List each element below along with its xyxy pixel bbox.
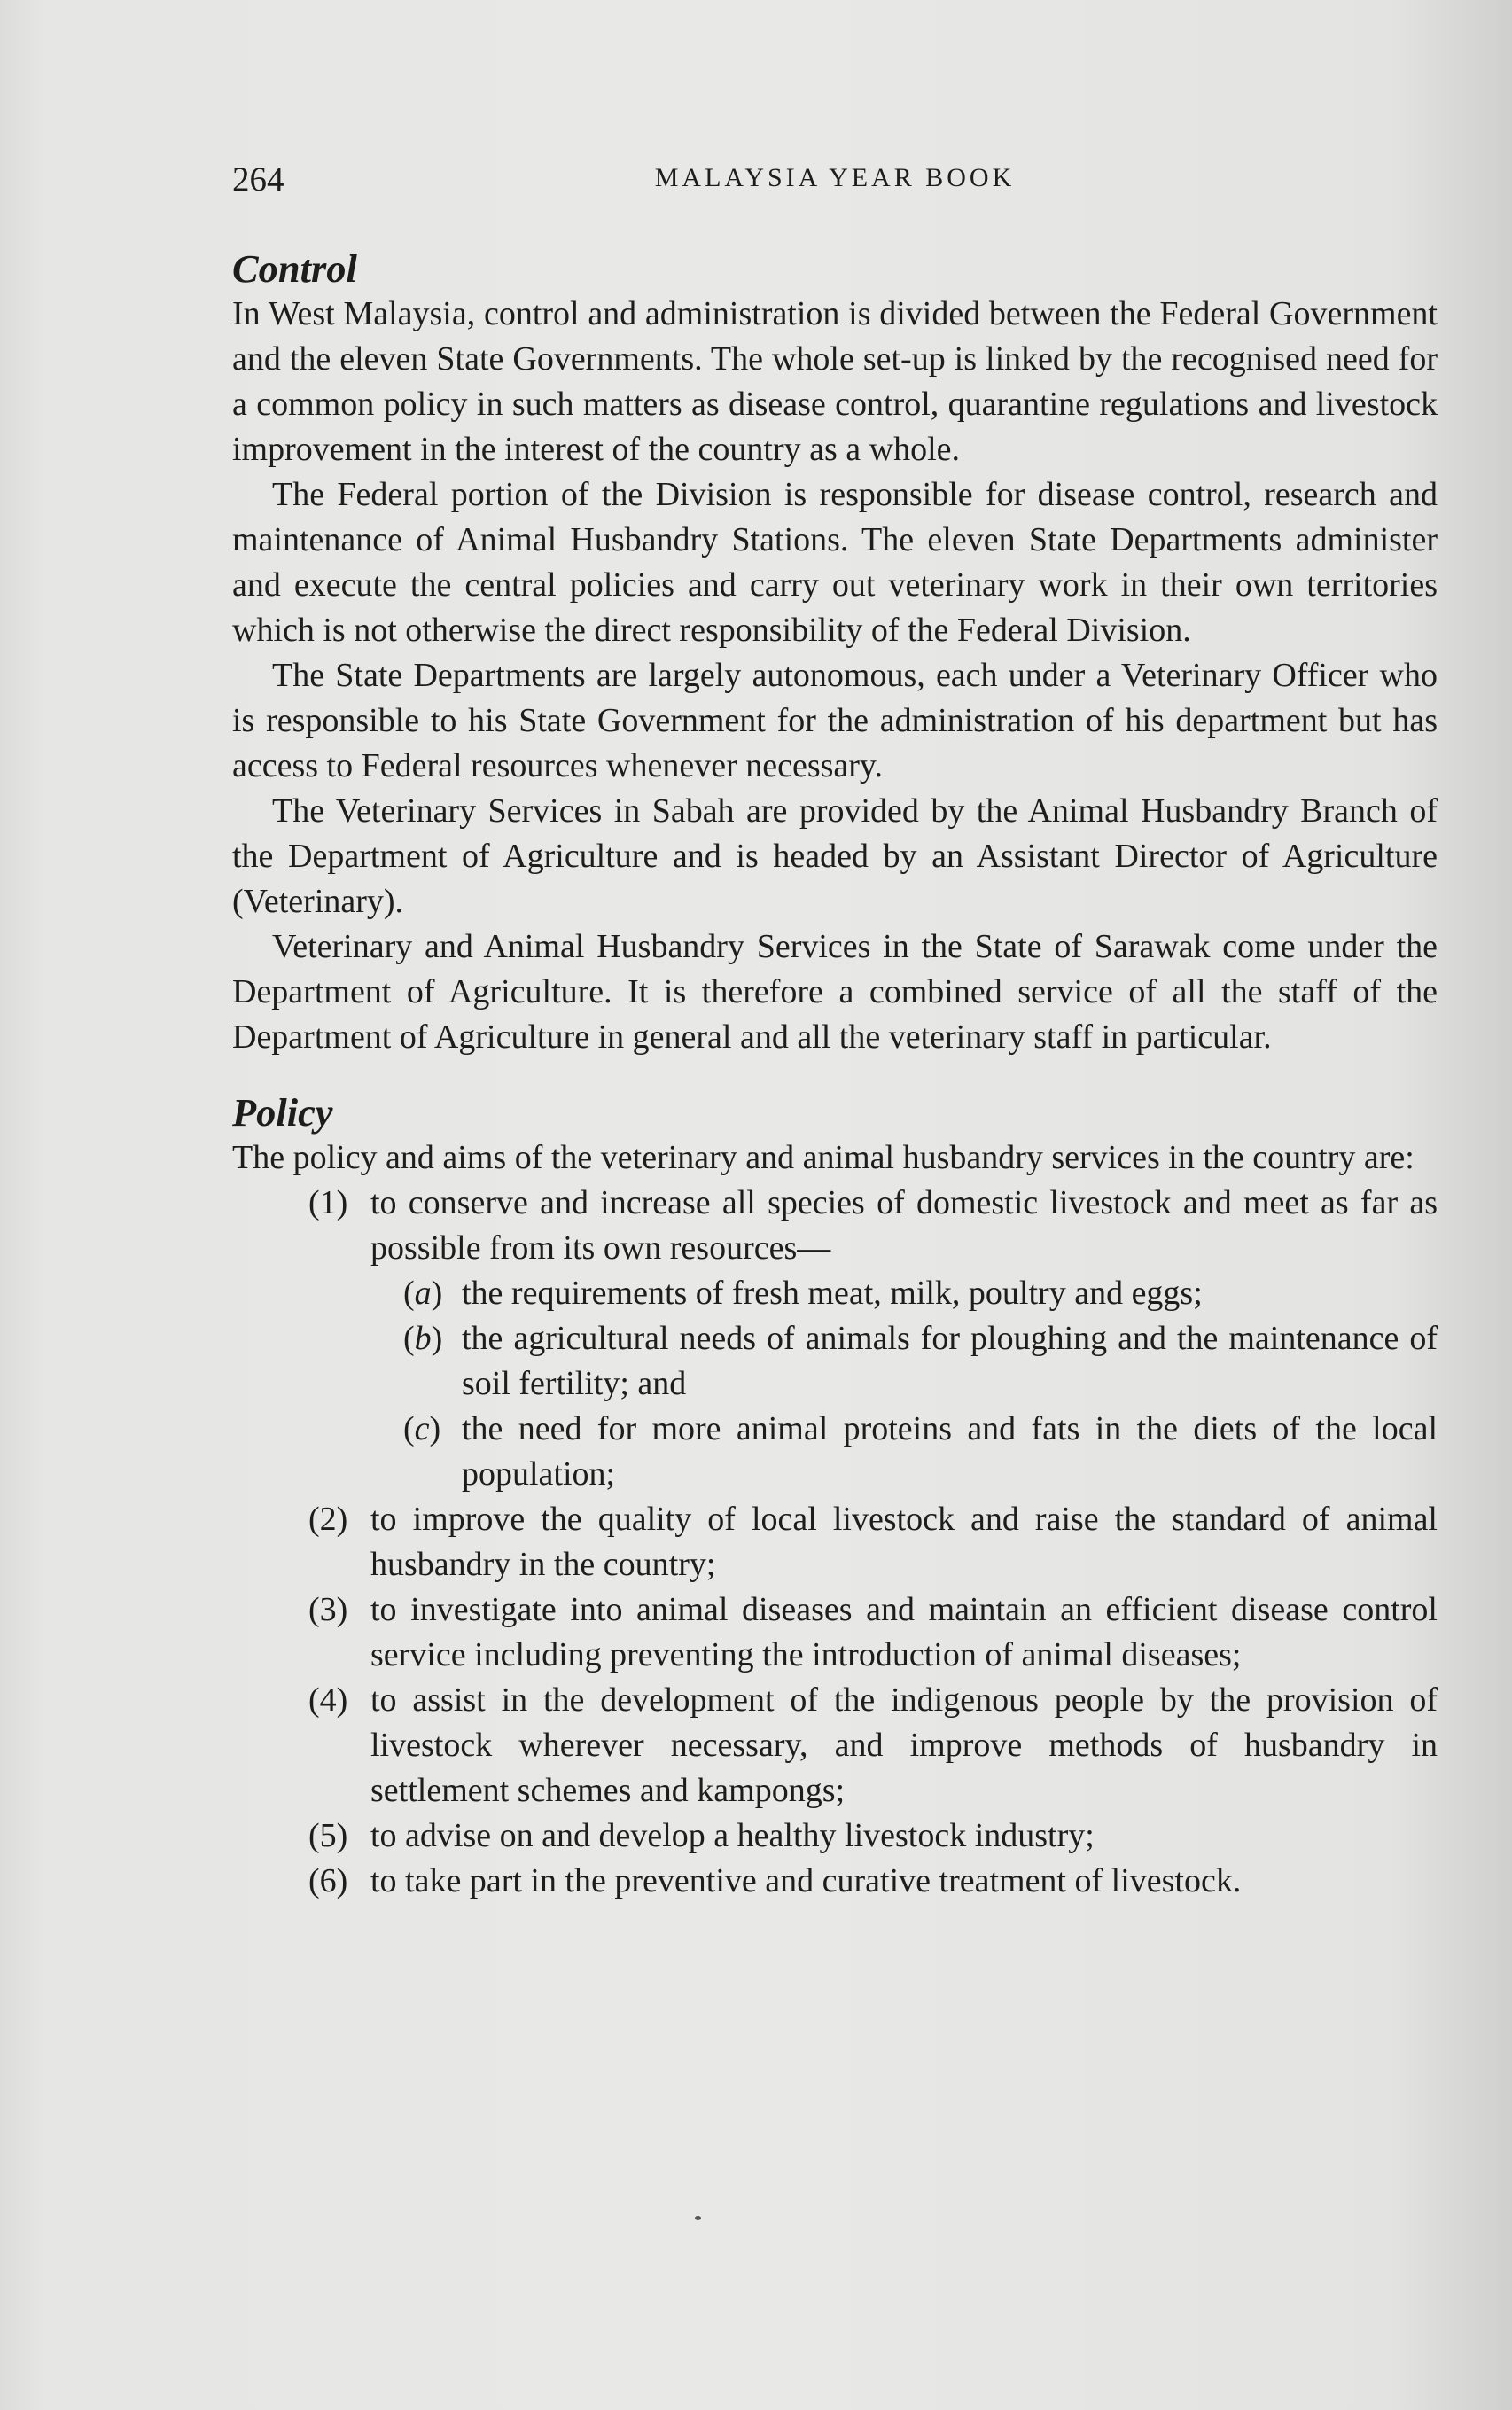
book-title: MALAYSIA YEAR BOOK	[654, 163, 1016, 192]
subitem-letter: (b)	[403, 1320, 443, 1357]
item-number: (4)	[308, 1681, 348, 1719]
policy-subitem	[232, 1407, 1438, 1497]
policy-subitem	[232, 1316, 1438, 1407]
section-heading-policy: Policy	[232, 1090, 333, 1135]
subitem-text: the agricultural needs of animals for ploughing and the maintenance of soil fertility; and	[462, 1320, 1438, 1402]
item-text: to take part in the preventive and curative treatment of livestock.	[370, 1862, 1242, 1899]
item-text: to assist in the development of the indigenous people by the provision of livestock wherever necessary, and improve methods of husbandry in settlement schemes and kampongs;	[370, 1681, 1438, 1809]
section-heading-control: Control	[232, 246, 357, 291]
policy-item	[232, 1497, 1438, 1587]
item-text: to conserve and increase all species of domestic livestock and meet as far as possible from its own resources—	[370, 1184, 1438, 1267]
policy-intro: The policy and aims of the veterinary and animal husbandry services in the country are:	[232, 1139, 1415, 1176]
paragraph: The State Departments are largely autonomous, each under a Veterinary Officer who is responsible to his State Government for the administration of his department but has access to Federal resources whenever necessary.	[232, 657, 1438, 784]
subitem-text: the need for more animal proteins and fats in the diets of the local population;	[462, 1410, 1438, 1493]
paragraph: The Federal portion of the Division is responsible for disease control, research and maintenance of Animal Husbandry Stations. The eleven State Departments administer and execute the central policies and carry out veterinary work in their own territories which is not otherwise the direct responsibility of the Federal Division.	[232, 476, 1438, 649]
subitem-letter: (c)	[403, 1410, 441, 1447]
item-number: (3)	[308, 1591, 348, 1628]
policy-item	[232, 1587, 1438, 1678]
item-text: to improve the quality of local livestock and raise the standard of animal husbandry in the country;	[370, 1501, 1438, 1583]
item-text: to investigate into animal diseases and maintain an efficient disease control service including preventing the introduction of animal diseases;	[370, 1591, 1438, 1673]
subitem-text: the requirements of fresh meat, milk, poultry and eggs;	[462, 1275, 1203, 1312]
policy-item	[232, 1813, 1438, 1859]
paper-speck	[695, 2216, 701, 2220]
subitem-letter: (a)	[403, 1275, 443, 1312]
policy-item	[232, 1181, 1438, 1497]
paragraph: In West Malaysia, control and administration is divided between the Federal Government and the eleven State Governments. The whole set-up is linked by the recognised need for a common policy in such matters as disease control, quarantine regulations and livestock improvement in the interest of the country as a whole.	[232, 295, 1438, 468]
page-number: 264	[232, 160, 284, 199]
policy-item	[232, 1859, 1438, 1904]
item-text: to advise on and develop a healthy livestock industry;	[370, 1817, 1095, 1854]
paragraph: The Veterinary Services in Sabah are provided by the Animal Husbandry Branch of the Department of Agriculture and is headed by an Assistant Director of Agriculture (Veterinary).	[232, 792, 1438, 920]
item-number: (6)	[308, 1862, 348, 1899]
policy-list	[232, 1181, 1438, 1904]
policy-subitem	[232, 1271, 1438, 1316]
item-number: (1)	[308, 1184, 348, 1221]
item-number: (2)	[308, 1501, 348, 1538]
page-content	[232, 246, 1438, 1904]
running-head	[232, 160, 1438, 213]
paragraph: Veterinary and Animal Husbandry Services in the State of Sarawak come under the Department of Agriculture. It is therefore a combined service of all the staff of the Department of Agriculture in general and all the veterinary staff in particular.	[232, 928, 1438, 1056]
policy-item	[232, 1678, 1438, 1813]
item-number: (5)	[308, 1817, 348, 1854]
